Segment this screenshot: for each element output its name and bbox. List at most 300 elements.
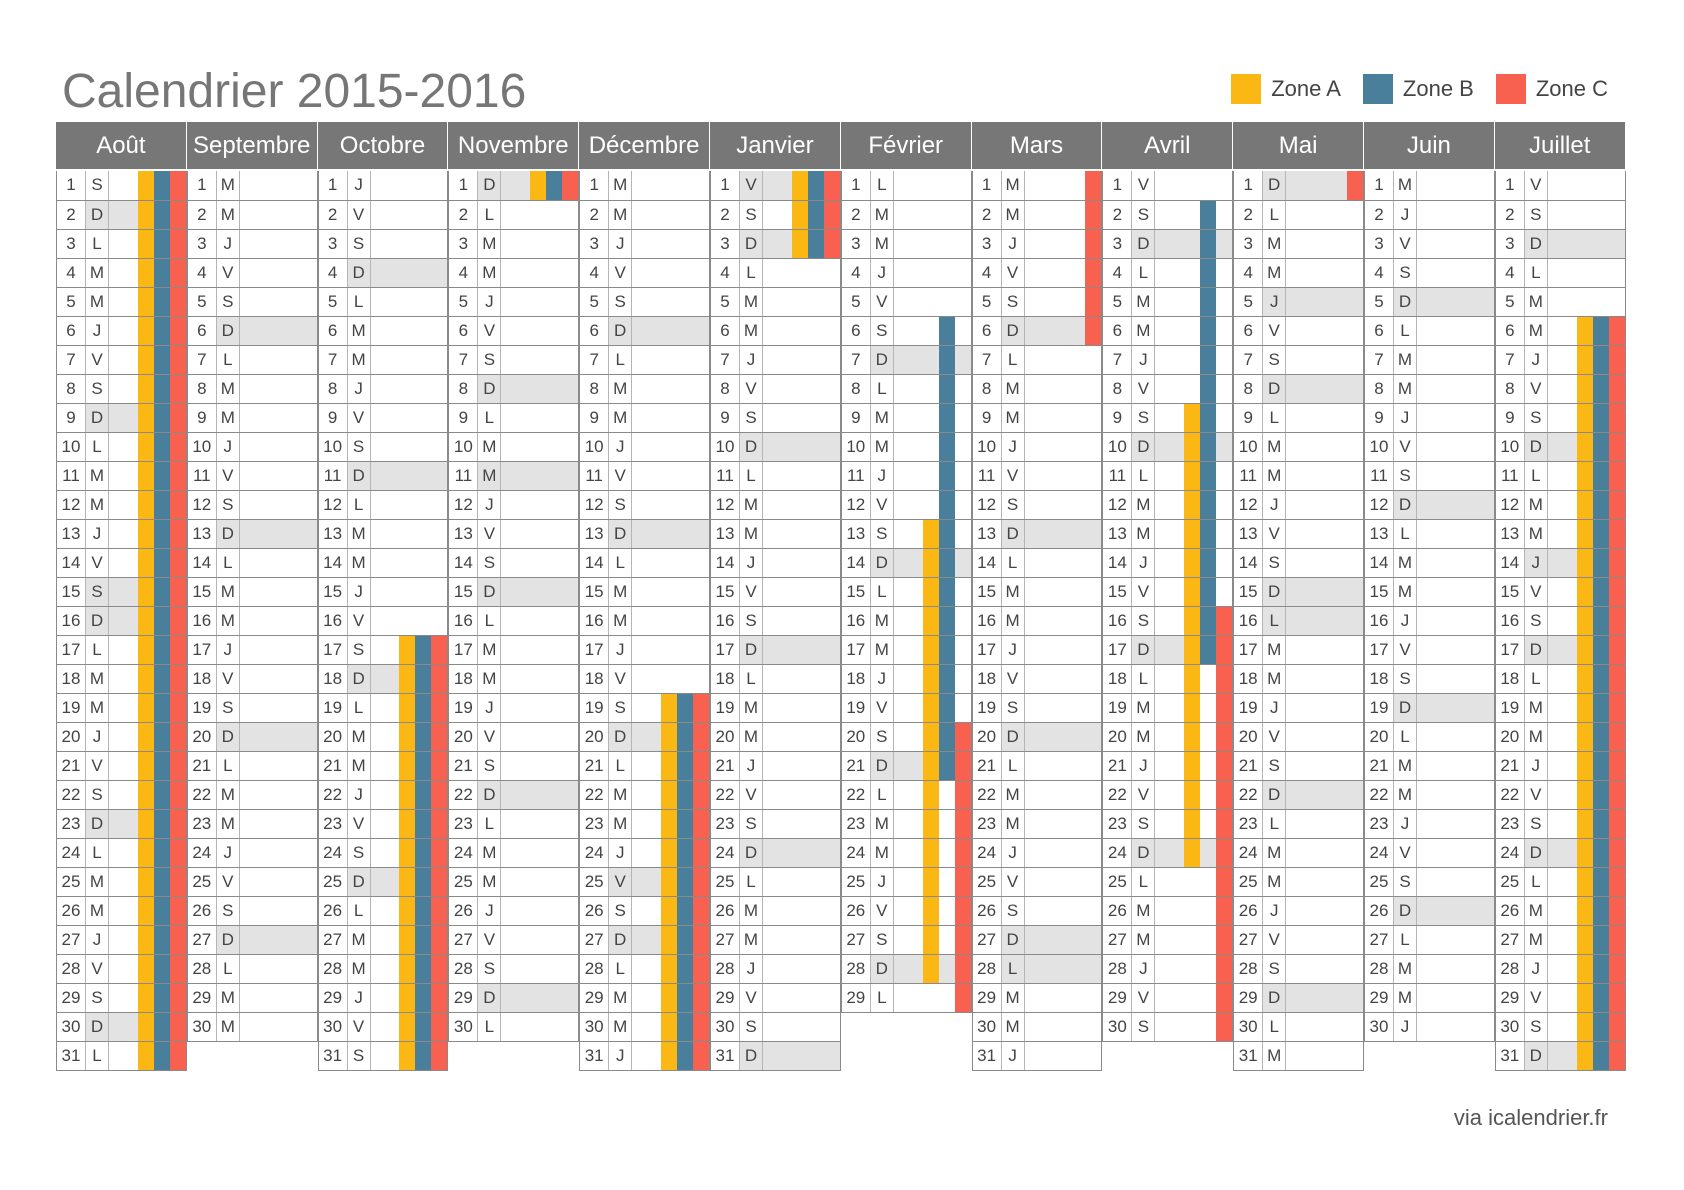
- day-number: 11: [1365, 462, 1394, 490]
- day-row: [842, 287, 971, 316]
- day-row: [1234, 577, 1363, 606]
- day-row: [188, 1012, 317, 1041]
- zone-b-bar: [1200, 520, 1216, 548]
- day-letter: V: [348, 607, 371, 635]
- day-row: [580, 490, 709, 519]
- day-row: [319, 867, 448, 896]
- day-letter: S: [1525, 607, 1548, 635]
- day-cell: [1025, 926, 1102, 954]
- day-number: 5: [842, 288, 871, 316]
- day-number: 21: [580, 752, 609, 780]
- day-row: [1496, 954, 1625, 983]
- day-number: 1: [1234, 171, 1263, 200]
- day-letter: M: [1525, 694, 1548, 722]
- day-cell: [371, 781, 448, 809]
- day-cell: [371, 375, 448, 403]
- zone-c-bar: [955, 781, 971, 809]
- day-letter: J: [217, 230, 240, 258]
- day-cell: [1155, 520, 1232, 548]
- day-number: 12: [842, 491, 871, 519]
- day-number: 18: [188, 665, 217, 693]
- day-letter: D: [86, 607, 109, 635]
- day-letter: L: [740, 462, 763, 490]
- day-number: 26: [711, 897, 740, 925]
- day-row: [449, 229, 578, 258]
- day-number: 16: [711, 607, 740, 635]
- day-cell: [763, 549, 840, 577]
- day-letter: V: [609, 868, 632, 896]
- day-letter: D: [217, 520, 240, 548]
- zone-c-bar: [693, 810, 709, 838]
- day-row: [1365, 403, 1494, 432]
- day-letter: J: [1002, 636, 1025, 664]
- day-letter: L: [871, 171, 894, 200]
- day-letter: L: [1525, 868, 1548, 896]
- day-number: 17: [973, 636, 1002, 664]
- day-cell: [1286, 346, 1363, 374]
- day-number: 15: [449, 578, 478, 606]
- day-number: 14: [1234, 549, 1263, 577]
- day-cell: [894, 520, 971, 548]
- month-days: [56, 171, 187, 1071]
- month-column: [187, 122, 318, 1042]
- day-letter: M: [217, 781, 240, 809]
- day-cell: [240, 1013, 317, 1041]
- day-cell: [501, 404, 578, 432]
- day-letter: D: [86, 1013, 109, 1041]
- day-row: [188, 925, 317, 954]
- day-number: 20: [580, 723, 609, 751]
- day-row: [842, 548, 971, 577]
- day-number: 1: [842, 171, 871, 200]
- day-letter: J: [348, 781, 371, 809]
- day-number: 6: [1496, 317, 1525, 345]
- day-row: [449, 171, 578, 200]
- day-row: [842, 635, 971, 664]
- day-number: 20: [319, 723, 348, 751]
- zone-c-bar: [170, 288, 186, 316]
- day-number: 29: [57, 984, 86, 1012]
- day-row: [973, 867, 1102, 896]
- day-letter: D: [1263, 375, 1286, 403]
- day-number: 19: [1496, 694, 1525, 722]
- day-cell: [109, 1013, 186, 1041]
- day-cell: [1155, 694, 1232, 722]
- day-cell: [240, 346, 317, 374]
- zone-b-bar: [154, 549, 170, 577]
- day-number: 25: [580, 868, 609, 896]
- day-number: 31: [1234, 1042, 1263, 1070]
- day-row: [319, 432, 448, 461]
- day-cell: [1548, 868, 1625, 896]
- zone-b-bar: [939, 549, 955, 577]
- day-cell: [632, 433, 709, 461]
- day-row: [188, 519, 317, 548]
- day-row: [319, 780, 448, 809]
- day-number: 29: [1234, 984, 1263, 1012]
- day-number: 5: [1103, 288, 1132, 316]
- zone-a-bar: [1577, 984, 1593, 1012]
- day-row: [842, 490, 971, 519]
- day-number: 26: [842, 897, 871, 925]
- day-row: [57, 171, 186, 200]
- day-number: 25: [973, 868, 1002, 896]
- zone-b-bar: [1200, 288, 1216, 316]
- day-number: 28: [1496, 955, 1525, 983]
- day-cell: [1286, 491, 1363, 519]
- day-cell: [371, 230, 448, 258]
- day-letter: M: [740, 520, 763, 548]
- day-row: [580, 664, 709, 693]
- zone-c-bar: [955, 839, 971, 867]
- day-row: [1234, 374, 1363, 403]
- day-row: [580, 809, 709, 838]
- day-letter: S: [478, 346, 501, 374]
- day-row: [1234, 896, 1363, 925]
- zone-b-bar: [415, 665, 431, 693]
- day-number: 14: [711, 549, 740, 577]
- zone-c-bar: [1609, 1042, 1625, 1070]
- day-cell: [1417, 462, 1494, 490]
- zone-b-bar: [154, 897, 170, 925]
- zone-c-bar: [1609, 984, 1625, 1012]
- day-number: 23: [57, 810, 86, 838]
- day-letter: M: [609, 810, 632, 838]
- day-row: [1103, 316, 1232, 345]
- day-cell: [1025, 752, 1102, 780]
- day-row: [1234, 722, 1363, 751]
- zone-b-bar: [415, 810, 431, 838]
- day-cell: [1155, 404, 1232, 432]
- day-number: 9: [973, 404, 1002, 432]
- zone-c-bar: [1609, 346, 1625, 374]
- day-cell: [501, 317, 578, 345]
- day-cell: [371, 491, 448, 519]
- day-cell: [763, 462, 840, 490]
- zone-c-bar: [693, 955, 709, 983]
- day-row: [1234, 229, 1363, 258]
- zone-b-bar: [1593, 926, 1609, 954]
- day-cell: [1155, 259, 1232, 287]
- day-number: 16: [449, 607, 478, 635]
- zone-a-bar: [1577, 636, 1593, 664]
- zone-c-bar: [431, 723, 447, 751]
- day-number: 3: [580, 230, 609, 258]
- day-number: 29: [842, 984, 871, 1012]
- zone-b-bar: [415, 1013, 431, 1041]
- day-row: [1365, 171, 1494, 200]
- day-number: 23: [711, 810, 740, 838]
- legend-zone-c: [1496, 74, 1608, 104]
- day-cell: [1025, 607, 1102, 635]
- zone-b-bar: [677, 868, 693, 896]
- day-cell: [1417, 694, 1494, 722]
- day-cell: [632, 723, 709, 751]
- day-row: [1103, 200, 1232, 229]
- day-letter: M: [1263, 636, 1286, 664]
- day-cell: [109, 404, 186, 432]
- zone-b-bar: [1200, 578, 1216, 606]
- zone-a-bar: [1184, 462, 1200, 490]
- day-row: [711, 1012, 840, 1041]
- day-number: 6: [842, 317, 871, 345]
- day-number: 5: [1365, 288, 1394, 316]
- day-row: [580, 780, 709, 809]
- day-cell: [371, 665, 448, 693]
- day-number: 17: [842, 636, 871, 664]
- day-letter: S: [740, 201, 763, 229]
- day-letter: S: [609, 694, 632, 722]
- day-number: 6: [1234, 317, 1263, 345]
- day-cell: [1025, 694, 1102, 722]
- day-row: [449, 809, 578, 838]
- day-number: 3: [188, 230, 217, 258]
- day-number: 3: [842, 230, 871, 258]
- day-row: [1103, 490, 1232, 519]
- day-row: [319, 896, 448, 925]
- day-letter: L: [1394, 317, 1417, 345]
- zone-a-bar: [923, 665, 939, 693]
- day-cell: [763, 520, 840, 548]
- day-row: [1234, 432, 1363, 461]
- day-number: 12: [1103, 491, 1132, 519]
- day-letter: M: [1394, 781, 1417, 809]
- zone-a-bar: [923, 578, 939, 606]
- day-row: [57, 229, 186, 258]
- day-number: 23: [1496, 810, 1525, 838]
- day-number: 27: [1234, 926, 1263, 954]
- day-letter: L: [1525, 259, 1548, 287]
- day-letter: V: [1263, 723, 1286, 751]
- day-letter: L: [86, 839, 109, 867]
- zone-a-bar: [1577, 665, 1593, 693]
- day-letter: S: [1525, 1013, 1548, 1041]
- day-cell: [371, 462, 448, 490]
- day-row: [57, 925, 186, 954]
- day-cell: [501, 839, 578, 867]
- day-number: 2: [319, 201, 348, 229]
- day-row: [57, 345, 186, 374]
- day-letter: S: [1132, 607, 1155, 635]
- day-cell: [894, 810, 971, 838]
- day-row: [188, 954, 317, 983]
- day-number: 29: [188, 984, 217, 1012]
- day-number: 12: [580, 491, 609, 519]
- day-letter: S: [740, 810, 763, 838]
- day-row: [711, 809, 840, 838]
- zone-b-bar: [939, 404, 955, 432]
- day-row: [57, 374, 186, 403]
- zone-b-bar: [939, 520, 955, 548]
- day-number: 27: [1103, 926, 1132, 954]
- day-cell: [1286, 259, 1363, 287]
- day-row: [1103, 258, 1232, 287]
- day-number: 15: [842, 578, 871, 606]
- day-number: 22: [188, 781, 217, 809]
- day-cell: [371, 636, 448, 664]
- day-row: [1234, 171, 1363, 200]
- day-row: [449, 258, 578, 287]
- day-row: [711, 171, 840, 200]
- zone-b-bar: [154, 752, 170, 780]
- day-number: 5: [1496, 288, 1525, 316]
- zone-b-bar: [154, 171, 170, 200]
- day-letter: D: [478, 375, 501, 403]
- day-row: [1103, 722, 1232, 751]
- zone-c-bar: [1216, 810, 1232, 838]
- zone-a-bar: [661, 984, 677, 1012]
- day-letter: V: [1394, 636, 1417, 664]
- day-letter: V: [1394, 839, 1417, 867]
- day-number: 7: [1496, 346, 1525, 374]
- day-row: [580, 896, 709, 925]
- day-cell: [1417, 259, 1494, 287]
- zone-c-bar: [170, 433, 186, 461]
- day-row: [580, 461, 709, 490]
- zone-a-bar: [1577, 549, 1593, 577]
- day-number: 25: [1103, 868, 1132, 896]
- day-letter: L: [348, 897, 371, 925]
- zone-a-bar: [1184, 781, 1200, 809]
- month-column: [1233, 122, 1364, 1071]
- day-letter: J: [348, 578, 371, 606]
- day-cell: [1155, 433, 1232, 461]
- day-row: [1365, 548, 1494, 577]
- day-letter: V: [1002, 665, 1025, 693]
- day-letter: S: [217, 897, 240, 925]
- zone-b-bar: [154, 607, 170, 635]
- zone-c-bar: [170, 462, 186, 490]
- day-number: 2: [1234, 201, 1263, 229]
- day-letter: M: [217, 578, 240, 606]
- zone-a-bar: [1184, 665, 1200, 693]
- day-number: 31: [319, 1042, 348, 1070]
- day-letter: L: [348, 491, 371, 519]
- month-header: Mars: [972, 122, 1103, 169]
- day-letter: M: [1263, 665, 1286, 693]
- day-number: 7: [842, 346, 871, 374]
- day-letter: M: [609, 1013, 632, 1041]
- day-number: 22: [1103, 781, 1132, 809]
- day-row: [842, 983, 971, 1012]
- day-row: [580, 316, 709, 345]
- day-cell: [1548, 433, 1625, 461]
- day-number: 4: [1496, 259, 1525, 287]
- zone-a-bar: [661, 926, 677, 954]
- day-number: 22: [1365, 781, 1394, 809]
- day-letter: J: [740, 346, 763, 374]
- day-cell: [632, 607, 709, 635]
- day-letter: V: [871, 694, 894, 722]
- day-row: [973, 490, 1102, 519]
- day-letter: S: [609, 288, 632, 316]
- day-number: 16: [842, 607, 871, 635]
- day-row: [711, 838, 840, 867]
- day-cell: [894, 781, 971, 809]
- day-cell: [1548, 171, 1625, 200]
- day-row: [973, 838, 1102, 867]
- day-letter: V: [740, 171, 763, 200]
- day-cell: [1286, 520, 1363, 548]
- day-number: 9: [1496, 404, 1525, 432]
- zone-b-bar: [1200, 491, 1216, 519]
- day-row: [1496, 693, 1625, 722]
- day-letter: L: [1263, 607, 1286, 635]
- day-cell: [371, 433, 448, 461]
- day-number: 24: [1496, 839, 1525, 867]
- calendar-grid: [56, 122, 1626, 1102]
- day-row: [449, 577, 578, 606]
- day-number: 9: [188, 404, 217, 432]
- legend-zone-a-label: Zone A: [1271, 76, 1341, 101]
- zone-a-bar: [1184, 578, 1200, 606]
- day-letter: M: [740, 723, 763, 751]
- zone-b-bar: [1593, 868, 1609, 896]
- day-letter: D: [348, 259, 371, 287]
- day-number: 13: [1496, 520, 1525, 548]
- day-row: [1365, 780, 1494, 809]
- day-number: 14: [842, 549, 871, 577]
- day-letter: M: [1525, 926, 1548, 954]
- day-number: 26: [319, 897, 348, 925]
- day-row: [973, 345, 1102, 374]
- zone-a-bar: [138, 810, 154, 838]
- day-number: 5: [319, 288, 348, 316]
- day-cell: [371, 607, 448, 635]
- zone-a-bar: [1577, 839, 1593, 867]
- day-number: 19: [188, 694, 217, 722]
- zone-c-bar: [693, 694, 709, 722]
- zone-a-bar: [1577, 955, 1593, 983]
- day-cell: [1025, 897, 1102, 925]
- day-letter: S: [348, 839, 371, 867]
- day-letter: S: [1132, 1013, 1155, 1041]
- day-letter: V: [86, 346, 109, 374]
- day-cell: [632, 259, 709, 287]
- day-row: [842, 606, 971, 635]
- day-row: [973, 519, 1102, 548]
- day-row: [580, 432, 709, 461]
- zone-b-bar: [415, 955, 431, 983]
- zone-b-bar: [154, 462, 170, 490]
- day-row: [449, 693, 578, 722]
- day-number: 13: [1103, 520, 1132, 548]
- day-row: [711, 345, 840, 374]
- zone-b-bar: [939, 665, 955, 693]
- day-cell: [109, 288, 186, 316]
- day-letter: D: [1525, 433, 1548, 461]
- day-row: [1234, 1012, 1363, 1041]
- day-row: [319, 954, 448, 983]
- day-letter: M: [478, 665, 501, 693]
- day-row: [449, 548, 578, 577]
- zone-b-bar: [939, 462, 955, 490]
- day-letter: J: [871, 868, 894, 896]
- zone-c-bar: [431, 781, 447, 809]
- day-number: 10: [580, 433, 609, 461]
- zone-c-bar: [1216, 897, 1232, 925]
- day-row: [711, 1041, 840, 1070]
- zone-c-bar: [1216, 694, 1232, 722]
- zone-b-bar: [939, 694, 955, 722]
- zone-a-bar: [399, 723, 415, 751]
- zone-b-bar: [1593, 897, 1609, 925]
- day-number: 1: [1365, 171, 1394, 200]
- day-row: [57, 896, 186, 925]
- day-letter: M: [1002, 607, 1025, 635]
- day-number: 20: [711, 723, 740, 751]
- page-title: Calendrier 2015-2016: [62, 65, 527, 118]
